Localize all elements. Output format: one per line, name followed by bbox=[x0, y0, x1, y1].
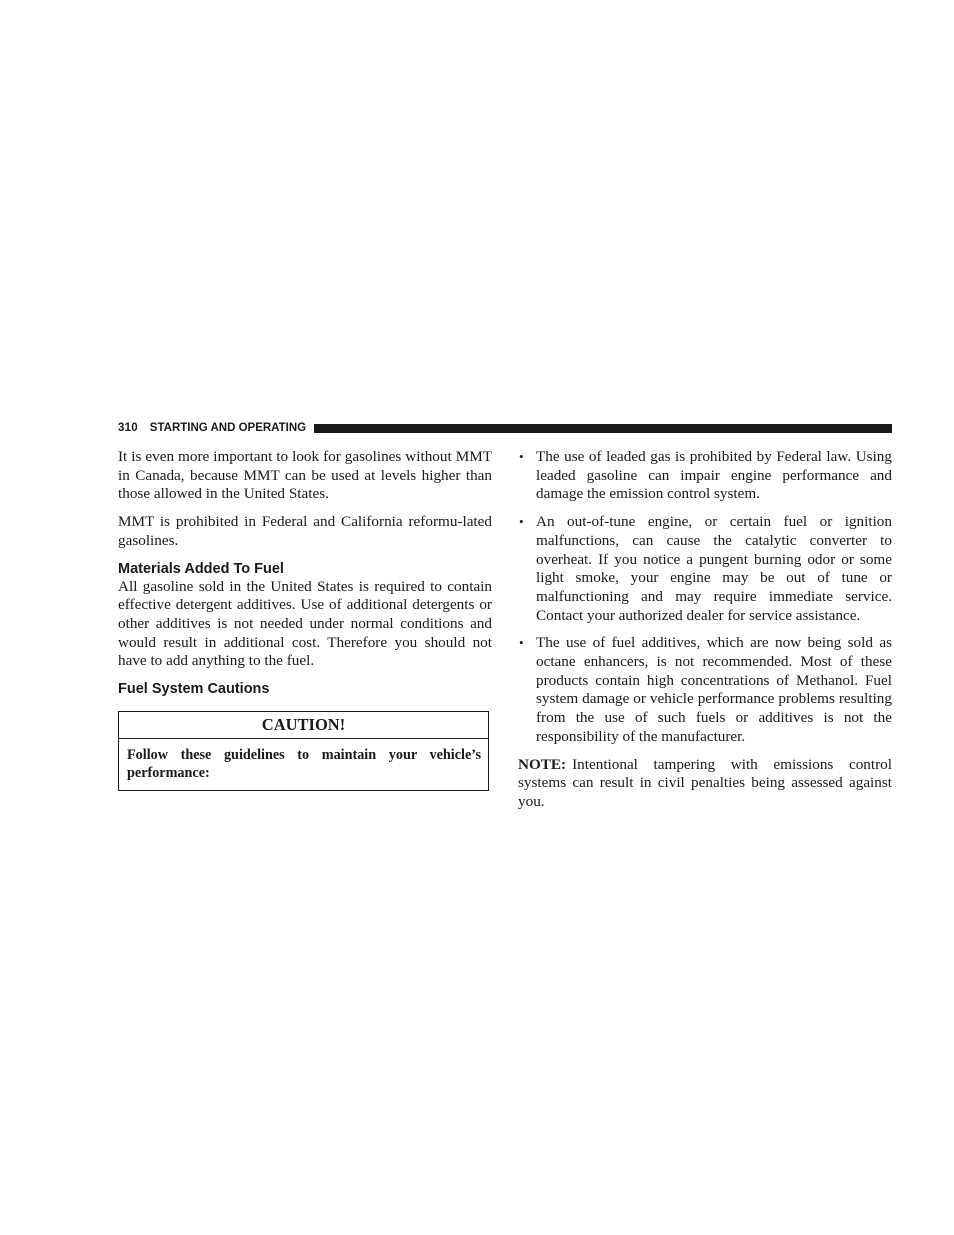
note-label: NOTE: bbox=[518, 755, 567, 773]
bullet-text-out-of-tune: An out-of-tune engine, or certain fuel or ignition malfunctions, can cause the catalytic converter to overheat. If you notice a pungent burning odor or some light smoke, your engine may be out of tune or malfunctioning and may require immediate service. Contact your authorized dealer for service assistance. bbox=[536, 513, 892, 624]
list-item bbox=[518, 513, 892, 625]
bullet-icon: • bbox=[519, 635, 524, 651]
heading-materials-added: Materials Added To Fuel bbox=[118, 560, 284, 577]
paragraph-mmt-canada: It is even more important to look for gasolines without MMT in Canada, because MMT can be used at levels higher than those allowed in the United States. bbox=[118, 448, 492, 503]
bullet-text-leaded-gas: The use of leaded gas is prohibited by Federal law. Using leaded gasoline can impair engine performance and damage the emission control system. bbox=[536, 448, 892, 503]
page-number: 310 bbox=[118, 422, 138, 434]
paragraph-detergents: All gasoline sold in the United States is required to contain effective detergent additives. Use of additional detergents or other additives is not needed under normal conditions and would result in additional cost. Therefore you should not have to add anything to the fuel. bbox=[118, 577, 492, 670]
page-header bbox=[118, 420, 892, 436]
left-column bbox=[118, 448, 492, 791]
caution-body: Follow these guidelines to maintain your vehicle’s performance: bbox=[127, 747, 481, 782]
section-title: STARTING AND OPERATING bbox=[149, 422, 307, 434]
list-item bbox=[518, 634, 892, 746]
caution-bullet-list bbox=[518, 448, 892, 747]
note-paragraph bbox=[518, 756, 892, 812]
caution-box bbox=[118, 711, 489, 791]
note-text: Intentional tampering with emissions control systems can result in civil penalties being assessed against you. bbox=[518, 755, 892, 810]
list-item bbox=[518, 448, 892, 504]
bullet-icon: • bbox=[519, 449, 524, 464]
header-rule bbox=[314, 424, 892, 433]
bullet-text-fuel-additives: The use of fuel additives, which are now being sold as octane enhancers, is not recommended. Most of these products contain high concentrations of Methanol. Fuel system damage or vehicle performance problems resulting from the use of such fuels or additives is not the responsibility of the manufacturer. bbox=[536, 634, 892, 745]
caution-title: CAUTION! bbox=[119, 712, 488, 739]
paragraph-mmt-prohibited: MMT is prohibited in Federal and California reformu-lated gasolines. bbox=[118, 513, 492, 549]
bullet-icon: • bbox=[519, 514, 524, 530]
heading-fuel-system-cautions: Fuel System Cautions bbox=[118, 681, 270, 698]
right-column bbox=[518, 448, 892, 821]
